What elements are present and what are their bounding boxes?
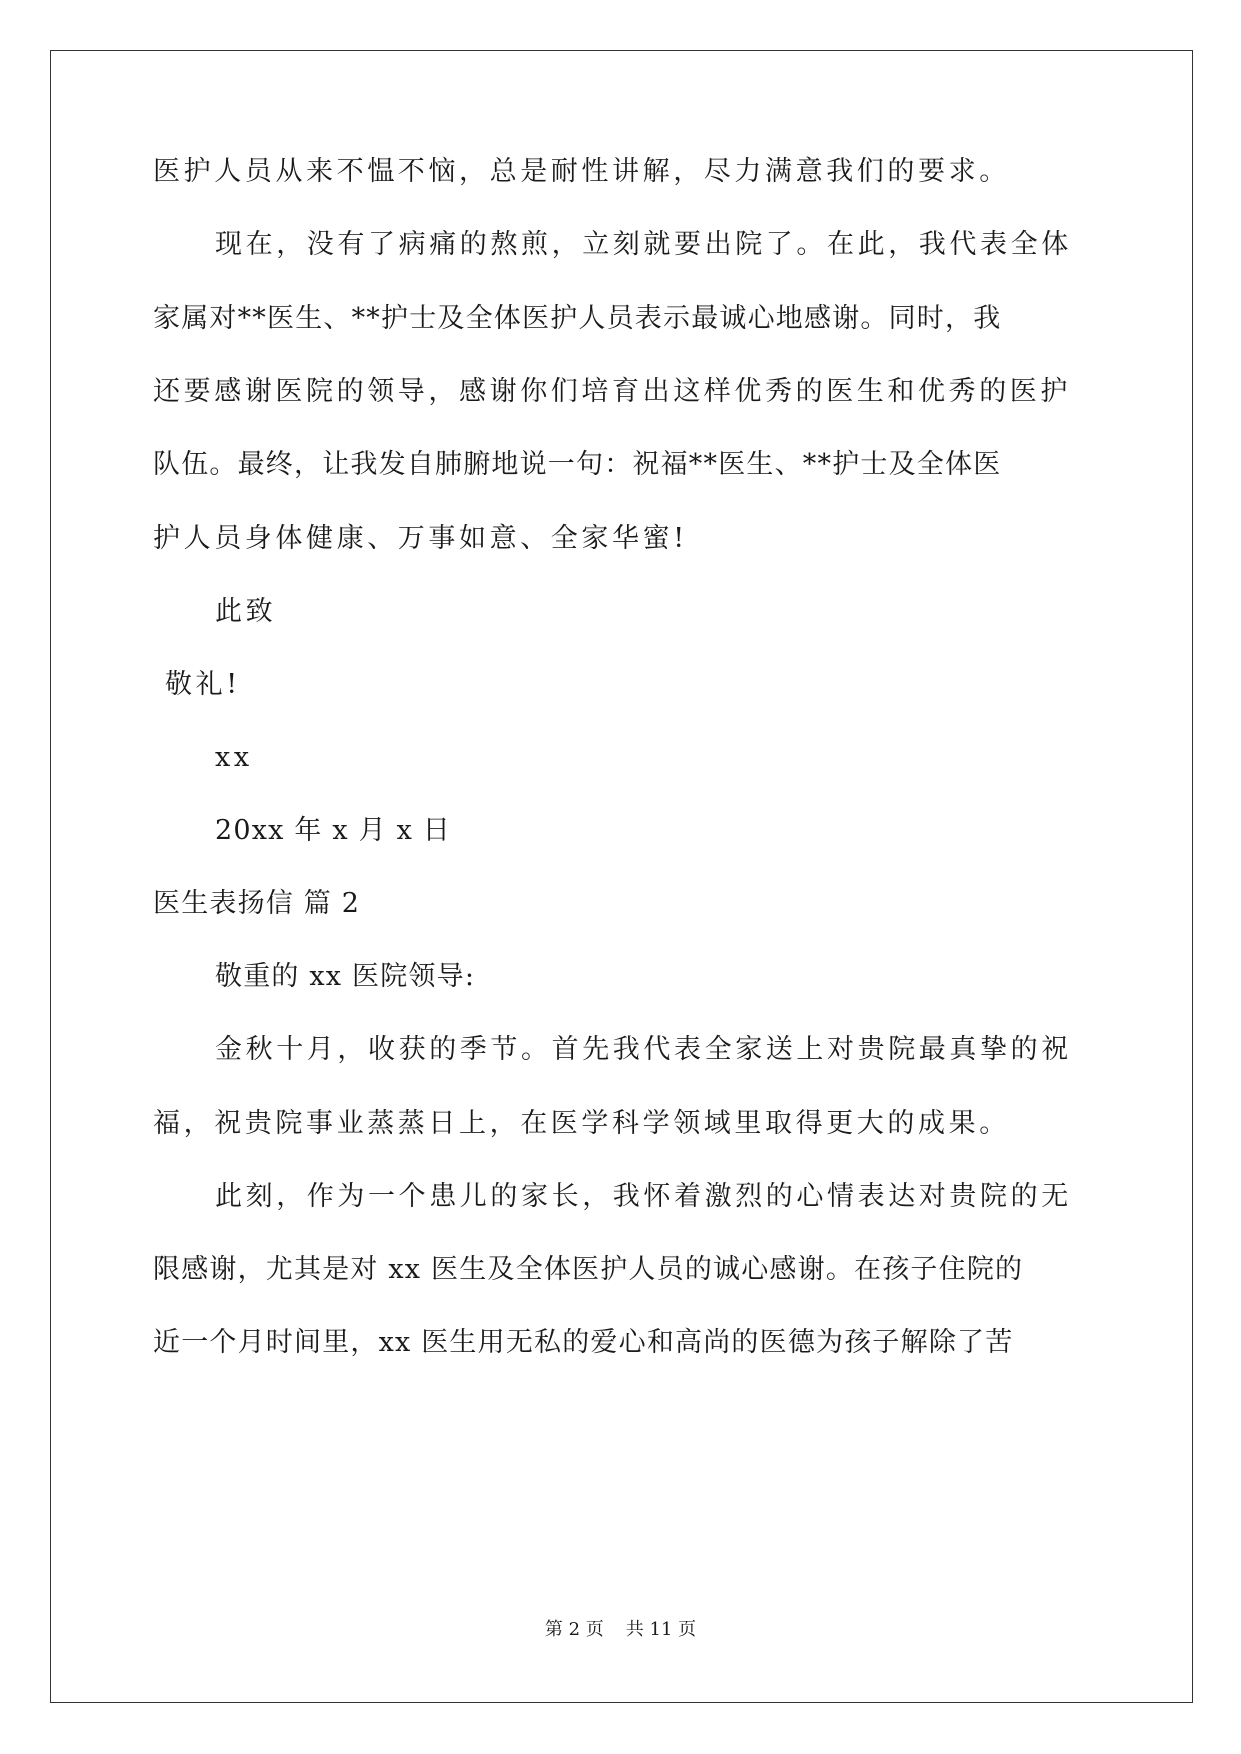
paragraph-line: 还要感谢医院的领导，感谢你们培育出这样优秀的医生和优秀的医护 (153, 376, 1071, 407)
paragraph-line: 家属对**医生、**护士及全体医护人员表示最诚心地感谢。同时，我 (153, 303, 1002, 334)
signature-date: 20xx 年 x 月 x 日 (215, 815, 451, 846)
paragraph-line: 金秋十月，收获的季节。首先我代表全家送上对贵院最真挚的祝 (215, 1034, 1072, 1065)
page-number: 第 2 页 (544, 1619, 604, 1640)
paragraph-line: 队伍。最终，让我发自肺腑地说一句：祝福**医生、**护士及全体医 (153, 449, 1002, 480)
section-heading: 医生表扬信 篇 2 (153, 888, 361, 919)
paragraph-line: 福，祝贵院事业蒸蒸日上，在医学科学领域里取得更大的成果。 (153, 1108, 1010, 1139)
page-border (50, 50, 1193, 1703)
paragraph-line: 限感谢，尤其是对 xx 医生及全体医护人员的诚心感谢。在孩子住院的 (153, 1254, 1024, 1285)
paragraph-line: 现在，没有了病痛的熬煎，立刻就要出院了。在此，我代表全体 (215, 229, 1072, 260)
signature-name: xx (215, 742, 253, 773)
page-total: 共 11 页 (625, 1619, 697, 1640)
paragraph-line: 护人员身体健康、万事如意、全家华蜜! (153, 523, 688, 554)
letter-greeting: 敬重的 xx 医院领导: (215, 961, 476, 992)
paragraph-line: 近一个月时间里，xx 医生用无私的爱心和高尚的医德为孩子解除了苦 (153, 1327, 1014, 1358)
page-footer (0, 1618, 1241, 1642)
paragraph-line: 此刻，作为一个患儿的家长，我怀着激烈的心情表达对贵院的无 (215, 1181, 1072, 1212)
paragraph-line: 医护人员从来不愠不恼，总是耐性讲解，尽力满意我们的要求。 (153, 156, 1010, 187)
closing-regards: 敬礼! (165, 669, 241, 700)
closing-salutation: 此致 (215, 596, 277, 627)
